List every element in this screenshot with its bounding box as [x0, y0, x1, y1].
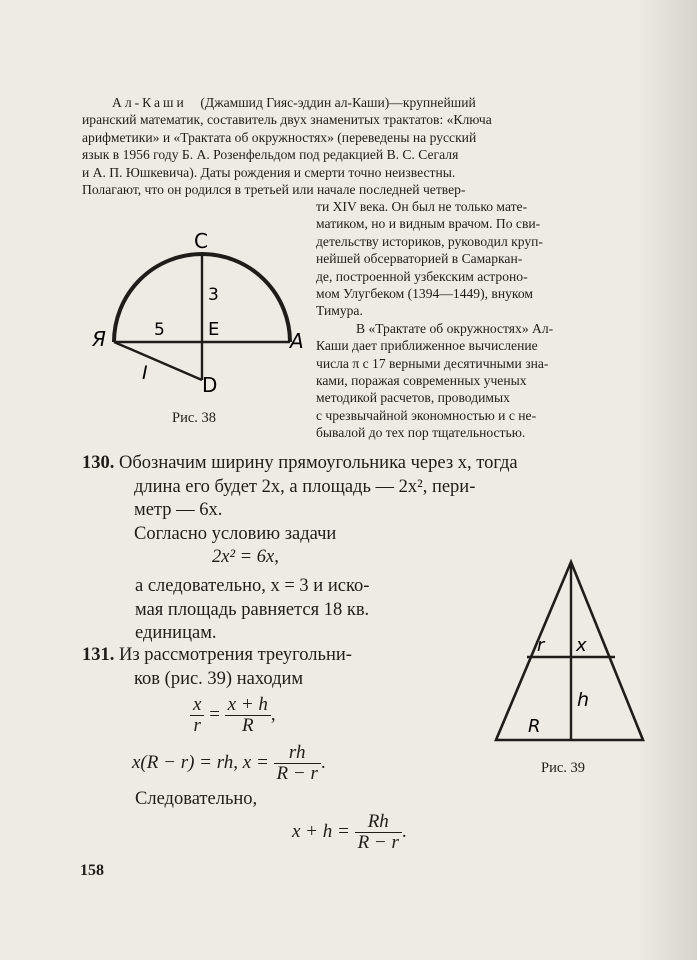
intro-line-3: арифметики» и «Трактата об окружностях» (переведены на русский	[82, 129, 477, 145]
intro-line-4: язык в 1956 году Б. А. Розенфельдом под редакцией В. С. Сегаля	[82, 147, 459, 163]
label-big-r: R	[528, 716, 541, 737]
equation-3: x + h = $\frac{Rh}{R - r}$ .	[292, 811, 407, 853]
label-r: r	[537, 635, 545, 656]
p130-conclusion-1: а следовательно, x = 3 и иско-	[135, 576, 370, 596]
p130-conclusion-3: единицам.	[135, 623, 217, 643]
problem-131	[82, 644, 482, 691]
side-line-13: с чрезвычайной экономностью и с не-	[316, 407, 537, 423]
intro-line-5: и А. П. Юшкевича). Даты рождения и смерти точно неизвестны.	[82, 164, 456, 180]
side-line-4: нейшей обсерваторией в Самаркан-	[316, 251, 523, 267]
p131-line-1: 131. Из рассмотрения треугольни-	[82, 645, 352, 665]
intro-paragraph	[82, 94, 666, 198]
side-line-9: Каши дает приближенное вычисление	[316, 338, 538, 354]
equation-2: x(R − r) = rh, x = $\frac{rh}{R - r}$ .	[132, 742, 326, 784]
eq2-fraction: $\frac{rh}{R - r}$	[274, 743, 321, 784]
intro-line-2: иранский математик, составитель двух знаменитых трактатов: «Ключа	[82, 112, 492, 128]
eq1-right-fraction: $\frac{x + h}{R}$	[225, 695, 271, 736]
p130-condition: Согласно условию задачи	[134, 523, 337, 544]
p131-line-2: ков (рис. 39) находим	[134, 668, 304, 689]
p131-number: 131.	[82, 645, 115, 665]
label-seg-be: 5	[154, 320, 165, 340]
figure-39	[490, 556, 650, 746]
side-line-5: де, построенной узбекским астроно-	[316, 268, 528, 284]
segment-bd	[114, 342, 202, 380]
figure-38	[84, 222, 314, 402]
side-line-6: мом Улугбеком (1394—1449), внуком	[316, 286, 533, 302]
p130-line-1: 130. Обозначим ширину прямоугольника через x, тогда	[82, 453, 518, 473]
side-line-11: ками, поражая современных ученых	[316, 373, 527, 389]
big-triangle	[496, 562, 643, 740]
label-c: C	[194, 229, 208, 253]
figure-38-caption: Рис. 38	[172, 410, 217, 426]
p130-number: 130.	[82, 453, 115, 473]
page-number: 158	[80, 862, 104, 879]
label-e: E	[208, 319, 220, 340]
side-line-2: матиком, но и видным врачом. По сви-	[316, 216, 541, 232]
p130-line-2: длина его будет 2x, а площадь — 2x², пери-	[134, 476, 476, 497]
label-seg-ce: 3	[208, 285, 219, 305]
label-x: x	[576, 635, 587, 656]
side-line-14: бывалой до тех пор тщательностью.	[316, 425, 526, 441]
figure-39-caption: Рис. 39	[541, 760, 586, 776]
intro-line-1: Ал-Каши (Джамшид Гияс-эддин ал-Каши)—крупнейший	[112, 95, 476, 110]
side-line-8: В «Трактате об окружностях» Ал-	[356, 320, 554, 336]
name-spaced: Ал-Каши	[112, 95, 187, 110]
p130-line-3: метр — 6x.	[134, 500, 223, 520]
label-b: Я	[92, 327, 106, 351]
side-line-1: ти XIV века. Он был не только мате-	[316, 199, 528, 214]
side-paragraph	[316, 198, 666, 442]
intro-line-6: Полагают, что он родился в третьей или начале последней четвер-	[82, 182, 466, 198]
therefore-text: Следовательно,	[135, 789, 258, 809]
p130-conclusion-2: мая площадь равняется 18 кв.	[135, 599, 370, 620]
label-h: h	[577, 689, 590, 711]
label-seg-bd: I	[142, 362, 148, 384]
side-line-12: методикой расчетов, проводимых	[316, 390, 510, 406]
side-line-10: числа π с 17 верными десятичными зна-	[316, 355, 549, 371]
eq1-left-fraction: $\frac{x}{r}$	[190, 695, 204, 736]
label-a: A	[290, 329, 304, 353]
p130-conclusion	[135, 575, 475, 646]
eq3-fraction: $\frac{Rh}{R - r}$	[355, 812, 402, 853]
p130-equation: 2x² = 6x,	[212, 547, 279, 567]
side-line-3: детельству историков, руководил круп-	[316, 233, 543, 249]
label-d: D	[202, 373, 218, 397]
equation-1: $\frac{x}{r}$ = $\frac{x + h}{R}$ ,	[190, 695, 276, 736]
side-line-7: Тимура.	[316, 303, 363, 319]
problem-130	[82, 452, 667, 570]
